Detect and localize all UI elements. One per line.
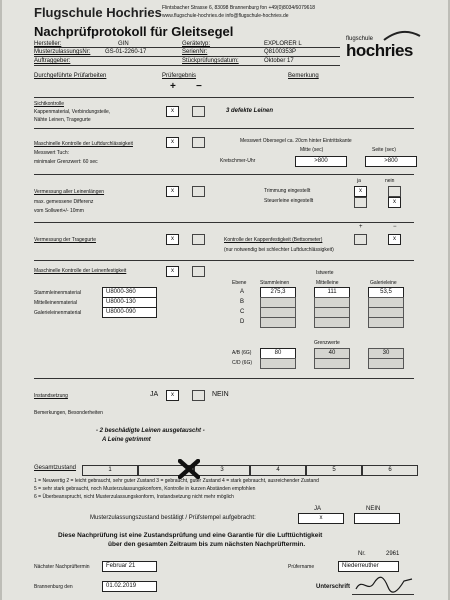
col-minus: −	[196, 81, 202, 92]
sichtkontrolle-minus-checkbox[interactable]	[192, 106, 205, 117]
steuerleine-nein-checkbox[interactable]: x	[388, 197, 401, 208]
seriennr-label: SerienNr:	[182, 49, 208, 55]
bemerkungen-label: Bemerkungen, Besonderheiten	[34, 410, 103, 416]
trimmung-ja-checkbox[interactable]: x	[354, 186, 367, 197]
hersteller-label: Hersteller:	[34, 41, 62, 47]
steuerleine-ja-checkbox[interactable]	[354, 197, 367, 208]
leinenlaengen-title: Vermessung aller Leinenlängen	[34, 189, 105, 195]
mittel-label: Mittelleine	[316, 280, 339, 286]
steuerleine-label: Steuerleine eingestellt	[264, 198, 314, 204]
zustand-cell-1[interactable]: 1	[82, 465, 138, 476]
luft-plus-checkbox[interactable]: x	[166, 137, 179, 148]
tragegurte-minus-checkbox[interactable]	[192, 234, 205, 245]
luft-sub1: Messwert Tuch:	[34, 150, 70, 156]
sichtkontrolle-title: Sichtkontrolle	[34, 101, 65, 107]
grenz-ab-mittel[interactable]: 40	[314, 348, 350, 359]
material-galerie-label: Galerieleinenmaterial	[34, 310, 82, 316]
pruefername-value[interactable]: Niederreuther	[338, 561, 399, 572]
material-galerie-value[interactable]: U8000-090	[102, 307, 157, 318]
geraetetyp-label: Gerätetyp:	[182, 41, 211, 47]
zustand-cell-4[interactable]: 4	[250, 465, 306, 476]
section-divider	[34, 174, 414, 175]
leinenfestigkeit-plus-checkbox[interactable]: x	[166, 266, 179, 277]
seriennr-value: Q8100353P	[264, 49, 297, 55]
signature-scribble-icon	[354, 575, 414, 595]
luft-minus-checkbox[interactable]	[192, 137, 205, 148]
meta-underline-1	[34, 47, 340, 48]
ebene-label: Ebene	[232, 280, 247, 286]
leinenlaengen-nein-label: nein	[385, 178, 395, 184]
istwert-a-mittel[interactable]: 111	[314, 287, 350, 298]
section-divider	[34, 222, 414, 223]
luft-kretschmer-label: Kretschmer-Uhr	[220, 158, 256, 164]
meta-underline-2	[34, 56, 340, 57]
kappenfestigkeit-label: Kontrolle der Kappenfestigkeit (Bettsometer)	[224, 237, 323, 243]
selected-x-mark-icon	[178, 459, 200, 479]
material-mittel-label: Mittelleinenmaterial	[34, 300, 78, 306]
unterschrift-label: Unterschrift	[316, 584, 351, 590]
section-divider	[34, 97, 414, 98]
trimmung-nein-checkbox[interactable]	[388, 186, 401, 197]
musterzulassung-ja-box[interactable]: x	[298, 513, 344, 524]
signature-line	[352, 594, 414, 595]
auftraggeber-label: Auftraggeber:	[34, 58, 71, 64]
datum-value[interactable]: 01.02.2019	[102, 581, 157, 592]
grenz-cd-label: C/D (6G)	[232, 360, 252, 366]
zustand-legend-2: 5 = sehr stark gebraucht, noch Musterzulassungskonform, Kontrolle in kurzen Abständen empfohlen	[34, 486, 256, 492]
grenzwerte-label: Grenzwerte	[314, 340, 340, 346]
kappen-plus-label: +	[359, 224, 363, 230]
page-title: Nachprüfprotokoll für Gleitsegel	[34, 24, 234, 39]
sichtkontrolle-sub2: Nähte Leinen, Tragegurte	[34, 117, 91, 123]
section-divider	[34, 128, 414, 129]
nr-value: 2961	[386, 551, 400, 557]
grenz-ab-galerie[interactable]: 30	[368, 348, 404, 359]
pruefername-label: Prüfername	[288, 564, 315, 570]
leinenlaengen-sub2: vom Sollwert+/- 10mm	[34, 208, 84, 214]
col-plus: +	[170, 81, 176, 92]
logo-big-text: hochries	[346, 41, 413, 60]
luft-sub2: minimaler Grenzwert: 60 sec	[34, 159, 98, 165]
col-bemerkung: Bemerkung	[288, 73, 319, 79]
zustand-legend-3: 6 = Überbeansprucht, nicht Musterzulassungskonform, Instandsetzung nicht mehr möglich	[34, 494, 234, 500]
leinenlaengen-minus-checkbox[interactable]	[192, 186, 205, 197]
istwert-a-stamm[interactable]: 275,3	[260, 287, 296, 298]
material-mittel-value[interactable]: U8000-130	[102, 297, 157, 308]
musterzulassung-value: GS-01-2260-17	[105, 49, 147, 55]
istwert-d-stamm[interactable]	[260, 317, 296, 328]
grenz-cd-galerie[interactable]	[368, 358, 404, 369]
istwert-d-galerie[interactable]	[368, 317, 404, 328]
instandsetzung-note-2: A Leine getrimmt	[102, 437, 151, 443]
geraetetyp-value: EXPLORER L	[264, 41, 302, 47]
ebene-b: B	[240, 299, 245, 305]
ort-label: Brannenburg den	[34, 584, 73, 590]
school-address: Flintsbacher Strasse 6, 83098 Brannenburg fon +49(0)8034/6079618	[162, 5, 316, 11]
grenz-cd-stamm[interactable]	[260, 358, 296, 369]
hersteller-value: GIN	[118, 41, 129, 47]
ebene-a: A	[240, 289, 245, 295]
gesamtzustand-title: Gesamtzustand	[34, 465, 77, 471]
luft-mitte-value[interactable]: >800	[295, 156, 347, 167]
school-web: www.flugschule-hochries.de info@flugschule-hochries.de	[162, 13, 289, 19]
stamm-label: Stammleinen	[260, 280, 290, 286]
sichtkontrolle-plus-checkbox[interactable]: x	[166, 106, 179, 117]
leinenlaengen-plus-checkbox[interactable]: x	[166, 186, 179, 197]
musterzulassung-nein-label: NEIN	[366, 506, 381, 512]
luft-mitte-label: Mitte (sec)	[300, 147, 324, 153]
luft-title: Maschinelle Kontrolle der Luftdurchlässigkeit	[34, 141, 133, 147]
luft-messwert-note: Messwert Obersegel ca. 20cm hinter Eintrittskante	[240, 138, 352, 144]
istwert-a-galerie[interactable]: 53,5	[368, 287, 404, 298]
stueckpruefung-value: Oktober 17	[264, 58, 294, 64]
zustand-legend-1: 1 = Neuwertig 2 = leicht gebraucht, sehr guter Zustand 3 = gebraucht, guter Zustand 4 = stark gebraucht, ausreichender Zustand	[34, 478, 319, 484]
instandsetzung-ja-checkbox[interactable]: x	[166, 390, 179, 401]
instandsetzung-nein-label: NEIN	[212, 391, 229, 398]
instandsetzung-title: Instandsetzung	[34, 393, 68, 399]
instandsetzung-note-1: - 2 beschädigte Leinen ausgetauscht -	[96, 428, 205, 434]
kappen-minus-checkbox[interactable]: x	[388, 234, 401, 245]
section-divider	[34, 378, 414, 379]
grenz-ab-label: A/B (6G)	[232, 350, 252, 356]
luft-seite-value[interactable]: >800	[365, 156, 417, 167]
istwert-d-mittel[interactable]	[314, 317, 350, 328]
section-divider	[34, 260, 414, 261]
zustand-cell-5[interactable]: 5	[306, 465, 362, 476]
protocol-sheet	[2, 0, 448, 600]
kappen-minus-label: −	[393, 224, 397, 230]
ebene-d: D	[240, 319, 245, 325]
school-name: Flugschule Hochries	[34, 5, 162, 20]
kappenfestigkeit-note: (nur notwendig bei schlechter Luftdurchlässigkeit)	[224, 247, 334, 253]
zustand-cell-3[interactable]: 3	[194, 465, 250, 476]
tragegurte-title: Vermessung der Tragegurte	[34, 237, 96, 243]
leinenfestigkeit-minus-checkbox[interactable]	[192, 266, 205, 277]
grenz-cd-mittel[interactable]	[314, 358, 350, 369]
hochries-logo	[342, 24, 422, 64]
leinenlaengen-sub1: max. gemessene Differenz	[34, 199, 94, 205]
nr-label: Nr.	[358, 551, 366, 557]
material-stamm-label: Stammleinenmaterial	[34, 290, 81, 296]
stueckpruefung-label: Stückprüfungsdatum:	[182, 58, 239, 64]
guarantee-line-1: Diese Nachprüfung ist eine Zustandsprüfung und eine Garantie für die Lufttüchtigkeit	[58, 532, 323, 539]
galerie-label: Galerieleine	[370, 280, 397, 286]
instandsetzung-nein-checkbox[interactable]	[192, 390, 205, 401]
musterzulassung-label: MusterzulassungsNr:	[34, 49, 91, 55]
tragegurte-plus-checkbox[interactable]: x	[166, 234, 179, 245]
zustand-cell-6[interactable]: 6	[362, 465, 418, 476]
istwerte-label: Istwerte	[316, 270, 334, 276]
sichtkontrolle-sub1: Kappenmaterial, Verbindungsteile,	[34, 109, 111, 115]
trimmung-label: Trimmung eingestellt	[264, 188, 311, 194]
leinenfestigkeit-title: Maschinelle Kontrolle der Leinenfestigkeit	[34, 268, 127, 274]
musterzulassung-label: Musterzulassungszustand bestätigt / Prüfstempel aufgebracht:	[90, 515, 256, 521]
col-ergebnis: Prüfergebnis	[162, 73, 197, 79]
musterzulassung-nein-box[interactable]	[354, 513, 400, 524]
sichtkontrolle-remark: 3 defekte Leinen	[226, 108, 274, 114]
luft-seite-label: Seite (sec)	[372, 147, 396, 153]
kappen-plus-checkbox[interactable]	[354, 234, 367, 245]
material-stamm-value[interactable]: U8000-360	[102, 287, 157, 298]
ebene-c: C	[240, 309, 245, 315]
guarantee-line-2: über den gesamten Zeitraum bis zum nächsten Nachprüftermin.	[108, 541, 306, 548]
naechster-value[interactable]: Februar 21	[102, 561, 157, 572]
logo-small-text: flugschule	[346, 36, 374, 42]
musterzulassung-ja-label: JA	[314, 506, 322, 512]
grenz-ab-stamm[interactable]: 80	[260, 348, 296, 359]
naechster-label: Nächster Nachprüftermin	[34, 564, 90, 570]
instandsetzung-ja-label: JA	[150, 391, 159, 398]
meta-underline-3	[34, 65, 340, 66]
leinenlaengen-ja-label: ja	[357, 178, 361, 184]
col-pruefarbeiten: Durchgeführte Prüfarbeiten	[34, 73, 107, 79]
